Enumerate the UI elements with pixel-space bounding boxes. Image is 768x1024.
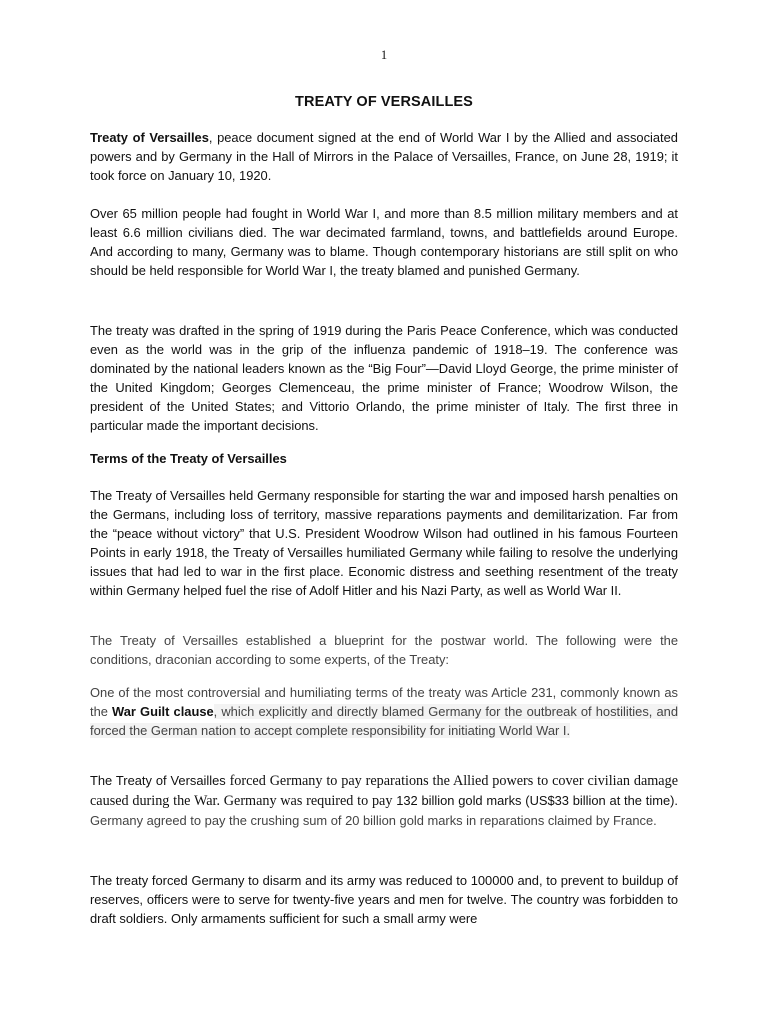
intro-text: , peace document signed at the end of World War I by the Allied and associated powers and by Germany in the Hall of Mirrors in the Palace of Versailles, France, on June 28, 1919; it took force on January 10, 1920. xyxy=(90,130,678,183)
reparations-lead: The Treaty of Versailles xyxy=(90,773,226,788)
paragraph-blueprint: The Treaty of Versailles established a blueprint for the postwar world. The following were the conditions, draconian according to some experts, of the Treaty: xyxy=(90,633,678,667)
page-title: TREATY OF VERSAILLES xyxy=(295,94,473,110)
section-heading-terms: Terms of the Treaty of Versailles xyxy=(90,451,287,466)
paragraph-casualties: Over 65 million people had fought in World War I, and more than 8.5 million military members and at least 6.6 million civilians died. The war decimated farmland, towns, and battlefields around Europe. And according to many, Germany was to blame. Though contemporary historians are still split on who should be held responsible for World War I, the treaty blamed and punished Germany. xyxy=(90,206,678,278)
paragraph-disarmament: The treaty forced Germany to disarm and its army was reduced to 100000 and, to prevent to buildup of reserves, officers were to serve for twenty-five years and men for twelve. The country was forbidden to draft soldiers. Only armaments sufficient for such a small army were xyxy=(90,873,678,926)
reparations-amount: 132 billion gold marks (US$33 billion at the time). xyxy=(396,793,678,808)
war-guilt-clause-bold: War Guilt clause xyxy=(112,704,214,719)
paragraph-reparations xyxy=(90,771,678,830)
page-number: 1 xyxy=(380,48,388,62)
reparations-serif-text: forced Germany to pay reparations the Allied powers to cover civilian damage caused during the War. Germany was required to pay xyxy=(90,773,678,809)
paragraph-drafting: The treaty was drafted in the spring of 1919 during the Paris Peace Conference, which was conducted even as the world was in the grip of the influenza pandemic of 1918–19. The conference was dominated by the national leaders known as the “Big Four”—David Lloyd George, the prime minister of the United Kingdom; Georges Clemenceau, the prime minister of France; Woodrow Wilson, the president of the United States; and Vittorio Orlando, the prime minister of Italy. The first three in particular made the important decisions. xyxy=(90,323,678,433)
paragraph-war-guilt xyxy=(90,683,678,740)
treaty-name-bold: Treaty of Versailles xyxy=(90,130,209,145)
war-guilt-intro: One of the most controversial and humiliating terms of the treaty was Article 231, commonly known as the xyxy=(90,685,678,719)
war-guilt-text: , which explicitly and directly blamed Germany for the outbreak of hostilities, and forced the German nation to accept complete responsibility for initiating World War I. xyxy=(90,704,678,738)
paragraph-intro xyxy=(90,128,678,185)
reparations-france: Germany agreed to pay the crushing sum of 20 billion gold marks in reparations claimed by France. xyxy=(90,813,657,828)
paragraph-terms: The Treaty of Versailles held Germany responsible for starting the war and imposed harsh penalties on the Germans, including loss of territory, massive reparations payments and demilitarization. Far from the “peace without victory” that U.S. President Woodrow Wilson had outlined in his famous Fourteen Points in early 1918, the Treaty of Versailles humiliated Germany while failing to resolve the underlying issues that had led to war in the first place. Economic distress and seething resentment of the treaty within Germany helped fuel the rise of Adolf Hitler and his Nazi Party, as well as World War II. xyxy=(90,488,678,598)
